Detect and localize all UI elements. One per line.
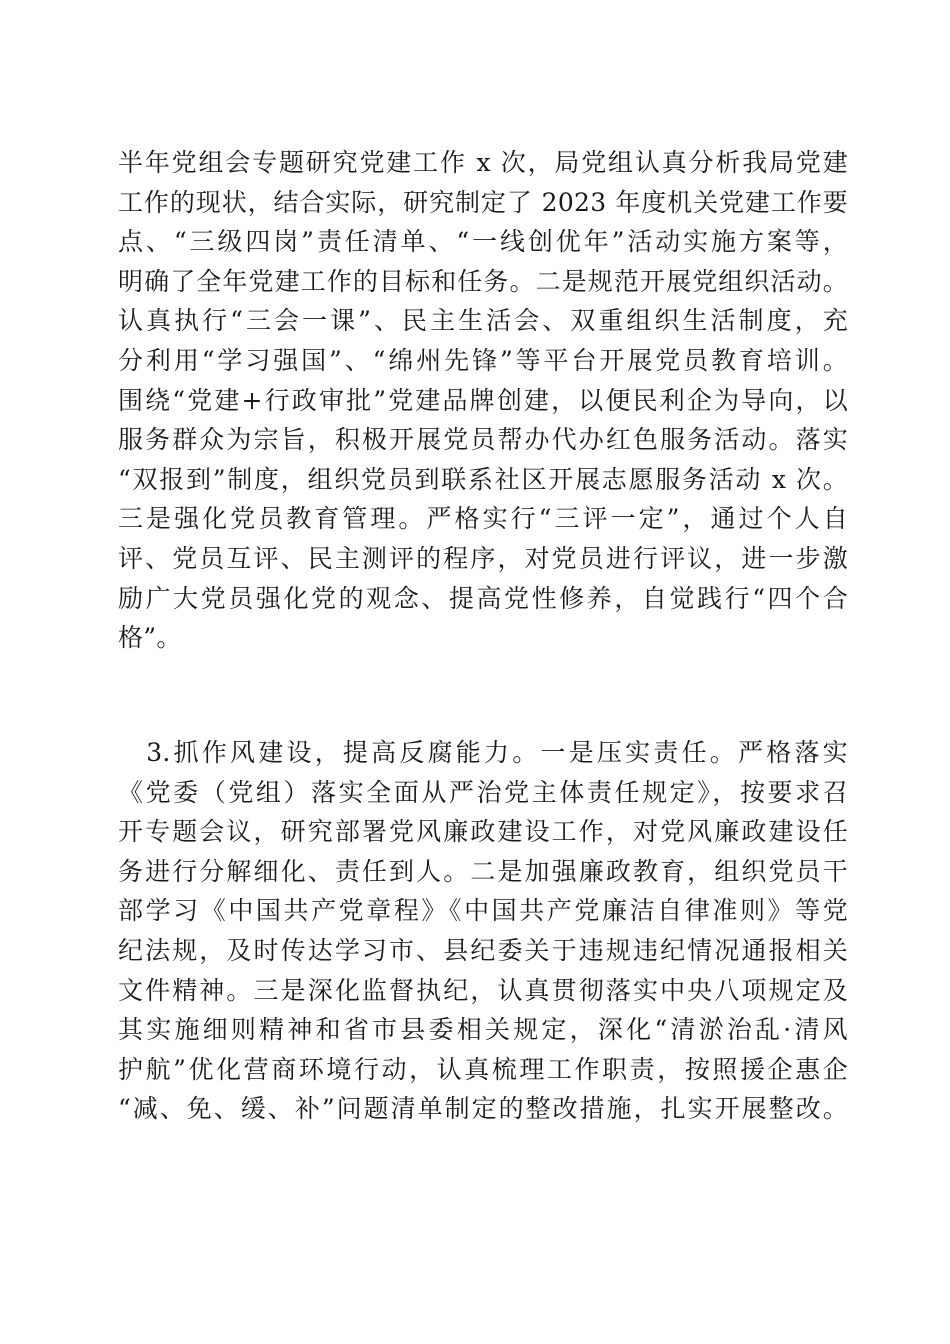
text-line: 格”。 xyxy=(118,623,182,653)
text-line: 认真执行“三会一课”、民主生活会、双重组织生活制度，充 xyxy=(118,306,848,336)
text-line: 服务群众为宗旨，积极开展党员帮办代办红色服务活动。落实 xyxy=(118,425,848,455)
text-line: 纪法规，及时传达学习市、县纪委关于违规违纪情况通报相关 xyxy=(118,935,848,965)
text-line: 护航”优化营商环境行动，认真梳理工作职责，按照援企惠企 xyxy=(118,1054,848,1084)
text-line: 《党委（党组）落实全面从严治党主体责任规定》，按要求召 xyxy=(118,777,848,807)
text-line: “减、免、缓、补”问题清单制定的整改措施，扎实开展整改。 xyxy=(118,1094,848,1124)
text-line: 分利用“学习强国”、“绵州先锋”等平台开展党员教育培训。 xyxy=(118,345,848,375)
text-line: 3.抓作风建设，提高反腐能力。一是压实责任。严格落实 xyxy=(118,738,848,767)
text-line: 开专题会议，研究部署党风廉政建设工作，对党风廉政建设任 xyxy=(118,817,848,847)
text-line: 工作的现状，结合实际，研究制定了 2023 年度机关党建工作要 xyxy=(118,187,848,217)
paragraph-party-building xyxy=(118,143,848,658)
text-line: 明确了全年党建工作的目标和任务。二是规范开展党组织活动。 xyxy=(118,266,848,296)
text-line: 三是强化党员教育管理。严格实行“三评一定”，通过个人自 xyxy=(118,504,848,534)
text-line: 点、“三级四岗”责任清单、“一线创优年”活动实施方案等， xyxy=(118,227,848,257)
text-line: 围绕“党建+行政审批”党建品牌创建，以便民利企为导向，以 xyxy=(118,385,848,415)
text-line: 评、党员互评、民主测评的程序，对党员进行评议，进一步激 xyxy=(118,543,848,573)
text-line: “双报到”制度，组织党员到联系社区开展志愿服务活动 x 次。 xyxy=(118,464,848,494)
text-line: 其实施细则精神和省市县委相关规定，深化“清淤治乱·清风 xyxy=(118,1015,848,1045)
text-line: 励广大党员强化党的观念、提高党性修养，自觉践行“四个合 xyxy=(118,583,848,613)
text-line: 文件精神。三是深化监督执纪，认真贯彻落实中央八项规定及 xyxy=(118,975,848,1005)
text-line: 务进行分解细化、责任到人。二是加强廉政教育，组织党员干 xyxy=(118,856,848,886)
paragraph-work-style xyxy=(118,733,848,1129)
text-line: 半年党组会专题研究党建工作 x 次，局党组认真分析我局党建 xyxy=(118,148,848,177)
text-line: 部学习《中国共产党章程》《中国共产党廉洁自律准则》等党 xyxy=(118,896,848,926)
